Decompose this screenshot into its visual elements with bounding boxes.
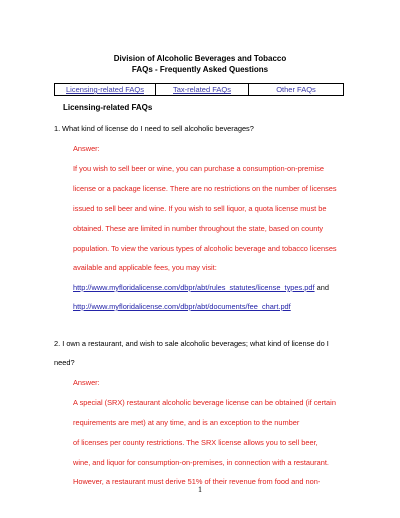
- answer-1-line: issued to sell beer and wine. If you wish to sell liquor, a quota license must be: [73, 204, 327, 213]
- answer-1-line: available and applicable fees, you may visit:: [73, 263, 217, 272]
- answer-2-line: of licenses per county restrictions. The SRX license allows you to sell beer,: [73, 438, 318, 447]
- answer-2-label: Answer:: [73, 378, 100, 387]
- fee-chart-pdf-link[interactable]: http://www.myfloridalicense.com/dbpr/abt/documents/fee_chart.pdf: [73, 302, 291, 311]
- answer-1-line: license or a package license. There are no restrictions on the number of licenses: [73, 184, 337, 193]
- document-subtitle: FAQs - Frequently Asked Questions: [131, 65, 269, 74]
- nav-cell-tax: [156, 84, 249, 96]
- license-types-pdf-link[interactable]: http://www.myfloridalicense.com/dbpr/abt/rules_statutes/license_types.pdf: [73, 283, 315, 292]
- question-1-number: 1.: [54, 124, 61, 133]
- answer-2-line: A special (SRX) restaurant alcoholic beverage license can be obtained (if certain: [73, 398, 336, 407]
- answer-2-line: wine, and liquor for consumption-on-premises, in connection with a restaurant.: [73, 458, 329, 467]
- faq-navigation-table: [54, 83, 344, 96]
- and-text: and: [316, 283, 329, 292]
- question-2-text: 2. I own a restaurant, and wish to sale alcoholic beverages; what kind of license do I: [54, 339, 329, 348]
- answer-2-line: However, a restaurant must derive 51% of their revenue from food and non-: [73, 477, 321, 486]
- answer-2-line: requirements are met) at any time, and is an exception to the number: [73, 418, 300, 427]
- nav-cell-other: [249, 84, 344, 96]
- page-number: 1: [198, 485, 202, 494]
- licensing-faqs-link[interactable]: Licensing-related FAQs: [66, 85, 144, 94]
- document-title: Division of Alcoholic Beverages and Tobacco: [113, 54, 287, 63]
- url-line-1: [73, 283, 329, 292]
- answer-1-label: Answer:: [73, 144, 100, 153]
- section-heading: Licensing-related FAQs: [63, 103, 153, 112]
- nav-cell-licensing: [55, 84, 156, 96]
- answer-1-line: obtained. These are limited in number throughout the state, based on county: [73, 224, 324, 233]
- other-faqs-link[interactable]: Other FAQs: [276, 85, 316, 94]
- answer-1-line: If you wish to sell beer or wine, you can purchase a consumption-on-premise: [73, 164, 324, 173]
- tax-faqs-link[interactable]: Tax-related FAQs: [173, 85, 231, 94]
- question-2-text-continued: need?: [54, 358, 75, 367]
- answer-1-line: population. To view the various types of alcoholic beverage and tobacco licenses: [73, 244, 337, 253]
- question-1-text: What kind of license do I need to sell alcoholic beverages?: [62, 124, 254, 133]
- url-line-2: [73, 302, 291, 311]
